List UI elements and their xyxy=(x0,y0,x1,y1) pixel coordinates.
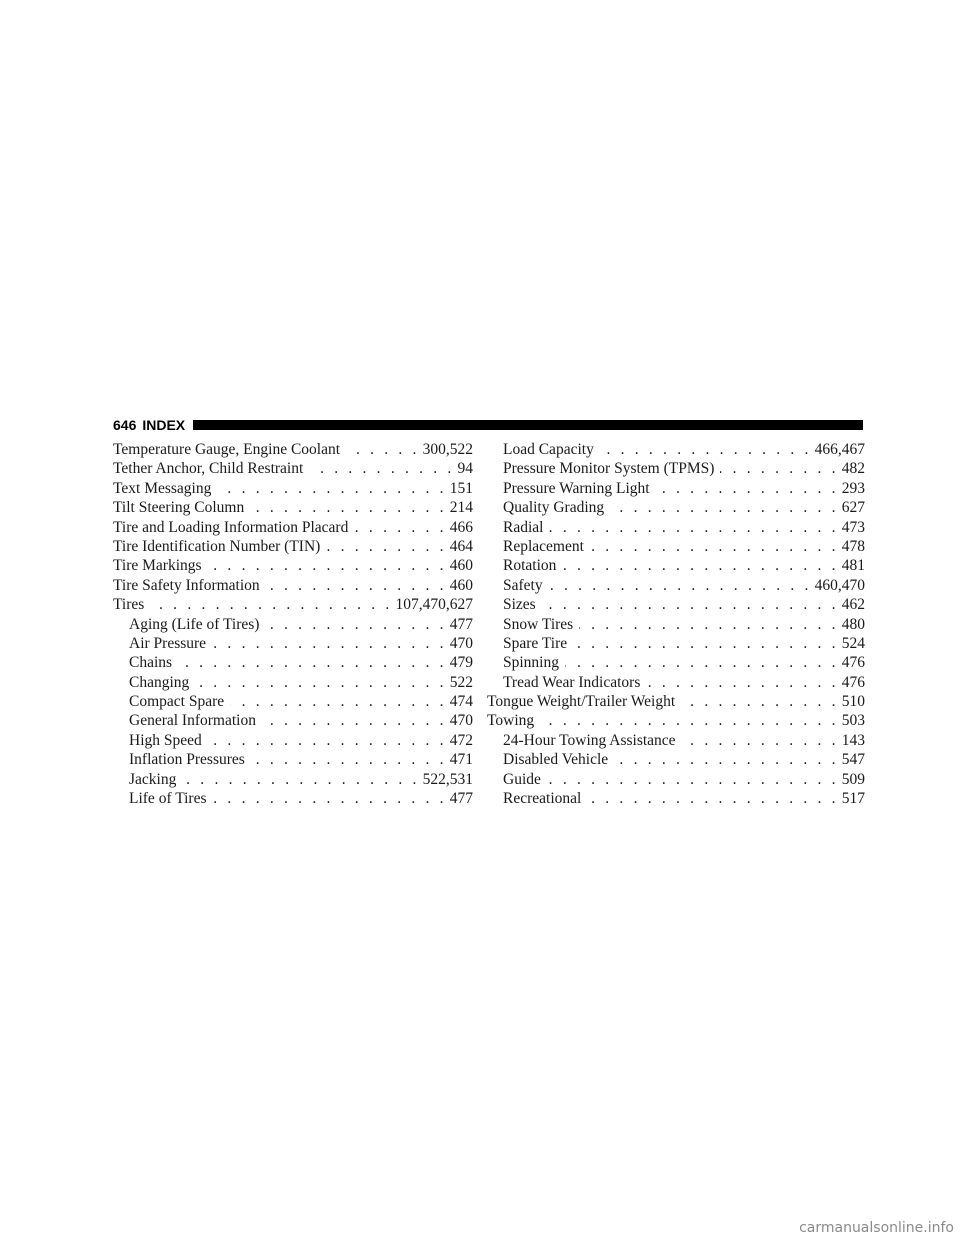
index-page-refs: 293 xyxy=(841,479,865,497)
dot-leader xyxy=(213,790,447,808)
index-term: Spinning xyxy=(503,654,559,672)
index-entry xyxy=(113,712,473,731)
index-term: Tread Wear Indicators xyxy=(503,673,641,691)
index-page-refs: 517 xyxy=(841,790,865,808)
index-page-refs: 460,470 xyxy=(814,576,865,594)
index-entry xyxy=(487,460,865,479)
index-entry xyxy=(487,751,865,770)
index-page-refs: 466 xyxy=(449,518,473,536)
index-term: Changing xyxy=(129,673,190,691)
index-entry xyxy=(113,538,473,557)
index-page-refs: 477 xyxy=(449,615,473,633)
dot-leader xyxy=(326,538,446,556)
index-page-refs: 522 xyxy=(449,673,473,691)
dot-leader xyxy=(542,596,839,614)
dot-leader xyxy=(217,480,446,498)
index-term: Tether Anchor, Child Restraint xyxy=(113,460,304,478)
index-entry xyxy=(487,790,865,809)
dot-leader xyxy=(646,674,838,692)
index-entry xyxy=(487,693,865,712)
index-term: Text Messaging xyxy=(113,479,212,497)
index-page-refs: 300,522 xyxy=(422,441,473,458)
index-page-refs: 547 xyxy=(841,751,865,769)
index-page-refs: 94 xyxy=(457,460,473,478)
dot-leader xyxy=(610,499,839,517)
index-page-refs: 478 xyxy=(841,537,865,555)
index-entry xyxy=(113,790,473,809)
index-entry xyxy=(113,499,473,518)
index-term: Tilt Steering Column xyxy=(113,499,245,517)
index-entry xyxy=(487,441,865,460)
index-term: Radial xyxy=(503,518,544,536)
index-term: Tire Identification Number (TIN) xyxy=(113,537,321,555)
index-entry xyxy=(113,480,473,499)
index-page-refs: 107,470,627 xyxy=(395,596,473,614)
index-entry xyxy=(487,557,865,576)
dot-leader xyxy=(309,460,454,478)
dot-leader xyxy=(565,654,839,672)
dot-leader xyxy=(266,577,447,595)
index-page-refs: 510 xyxy=(841,693,865,711)
index-page-refs: 464 xyxy=(449,537,473,555)
index-term: Snow Tires xyxy=(503,615,574,633)
index-entry xyxy=(113,460,473,479)
index-term: Tongue Weight/Trailer Weight xyxy=(487,693,676,711)
index-term: Compact Spare xyxy=(129,693,225,711)
index-page-refs: 522,531 xyxy=(422,770,473,788)
index-term: Life of Tires xyxy=(129,790,207,808)
index-page-refs: 482 xyxy=(841,460,865,478)
dot-leader xyxy=(208,557,447,575)
index-entry xyxy=(113,635,473,654)
index-page-refs: 480 xyxy=(841,615,865,633)
index-column-right xyxy=(487,441,865,809)
index-term: Chains xyxy=(129,654,173,672)
dot-leader xyxy=(549,519,838,537)
index-term: Inflation Pressures xyxy=(129,751,245,769)
index-entry xyxy=(487,616,865,635)
index-term: Recreational xyxy=(503,790,582,808)
index-entry xyxy=(113,771,473,790)
index-entry xyxy=(487,654,865,673)
index-page-refs: 214 xyxy=(449,499,473,517)
index-term: High Speed xyxy=(129,731,202,749)
index-term: Air Pressure xyxy=(129,634,207,652)
index-entry xyxy=(113,577,473,596)
index-term: Temperature Gauge, Engine Coolant xyxy=(113,441,341,458)
index-entry xyxy=(113,693,473,712)
index-term: Pressure Monitor System (TPMS) xyxy=(503,460,715,478)
index-entry xyxy=(487,538,865,557)
index-term: Sizes xyxy=(503,596,536,614)
dot-leader xyxy=(549,577,812,595)
index-page-refs: 627 xyxy=(841,499,865,517)
index-term: Rotation xyxy=(503,557,557,575)
index-term: Guide xyxy=(503,770,541,788)
section-title: INDEX xyxy=(142,417,186,433)
index-page-refs: 473 xyxy=(841,518,865,536)
index-entry xyxy=(113,751,473,770)
index-entry xyxy=(113,674,473,693)
index-column-left xyxy=(113,441,473,809)
index-entry xyxy=(113,596,473,615)
index-term: Aging (Life of Tires) xyxy=(129,615,260,633)
index-page-refs: 462 xyxy=(841,596,865,614)
index-page-refs: 503 xyxy=(841,712,865,730)
watermark: carmanualsonline.info xyxy=(799,1220,954,1236)
index-page-refs: 476 xyxy=(841,654,865,672)
dot-leader xyxy=(547,771,839,789)
index-page-refs: 143 xyxy=(841,731,865,749)
index-term: Spare Tire xyxy=(503,634,568,652)
index-entry xyxy=(113,616,473,635)
index-entry xyxy=(487,480,865,499)
index-entry xyxy=(113,557,473,576)
dot-leader xyxy=(573,635,839,653)
index-entry xyxy=(487,771,865,790)
dot-leader xyxy=(720,460,838,478)
index-entry xyxy=(113,654,473,673)
dot-leader xyxy=(562,557,838,575)
index-term: Load Capacity xyxy=(503,441,594,458)
dot-leader xyxy=(150,596,392,614)
dot-leader xyxy=(182,771,419,789)
index-entry xyxy=(487,732,865,751)
index-page-refs: 470 xyxy=(449,634,473,652)
dot-leader xyxy=(681,693,839,711)
index-entry xyxy=(487,712,865,731)
index-page-refs: 151 xyxy=(449,479,473,497)
index-term: Replacement xyxy=(503,537,584,555)
dot-leader xyxy=(346,441,420,459)
index-term: Jacking xyxy=(129,770,177,788)
dot-leader xyxy=(195,674,446,692)
index-entry xyxy=(487,499,865,518)
index-page-refs: 509 xyxy=(841,770,865,788)
index-term: Towing xyxy=(487,712,535,730)
index-page-refs: 466,467 xyxy=(814,441,865,458)
dot-leader xyxy=(262,712,447,730)
page-number: 646 xyxy=(113,417,137,433)
page-header xyxy=(113,418,863,432)
index-term: Tire Markings xyxy=(113,557,202,575)
index-page-refs: 470 xyxy=(449,712,473,730)
index-page-refs: 474 xyxy=(449,693,473,711)
dot-leader xyxy=(600,441,812,459)
index-term: Safety xyxy=(503,576,543,594)
index-entry xyxy=(487,519,865,538)
index-page-refs: 479 xyxy=(449,654,473,672)
dot-leader xyxy=(587,790,838,808)
index-page-refs: 471 xyxy=(449,751,473,769)
index-page-refs: 472 xyxy=(449,731,473,749)
index-page-refs: 524 xyxy=(841,634,865,652)
dot-leader xyxy=(579,616,839,634)
index-entry xyxy=(487,577,865,596)
dot-leader xyxy=(682,732,839,750)
index-term: Pressure Warning Light xyxy=(503,479,650,497)
dot-leader xyxy=(614,751,839,769)
index-page-refs: 476 xyxy=(841,673,865,691)
dot-leader xyxy=(251,751,447,769)
index-term: Disabled Vehicle xyxy=(503,751,609,769)
index-page-refs: 477 xyxy=(449,790,473,808)
index-term: Tire and Loading Information Placard xyxy=(113,518,349,536)
index-term: Tires xyxy=(113,596,145,614)
index-term: 24-Hour Towing Assistance xyxy=(503,731,676,749)
dot-leader xyxy=(230,693,447,711)
dot-leader xyxy=(250,499,447,517)
index-page-refs: 460 xyxy=(449,557,473,575)
index-term: Tire Safety Information xyxy=(113,576,260,594)
index-entry xyxy=(487,674,865,693)
dot-leader xyxy=(540,712,839,730)
index-page-refs: 460 xyxy=(449,576,473,594)
index-entry xyxy=(113,519,473,538)
index-page-refs: 481 xyxy=(841,557,865,575)
dot-leader xyxy=(354,519,446,537)
index-term: Quality Grading xyxy=(503,499,605,517)
dot-leader xyxy=(590,538,839,556)
dot-leader xyxy=(212,635,447,653)
header-rule xyxy=(193,420,863,430)
index-entry xyxy=(487,596,865,615)
dot-leader xyxy=(208,732,447,750)
index-entry xyxy=(113,732,473,751)
index-term: General Information xyxy=(129,712,256,730)
index-entry xyxy=(113,441,473,460)
dot-leader xyxy=(656,480,839,498)
dot-leader xyxy=(178,654,447,672)
index-entry xyxy=(487,635,865,654)
dot-leader xyxy=(265,616,446,634)
